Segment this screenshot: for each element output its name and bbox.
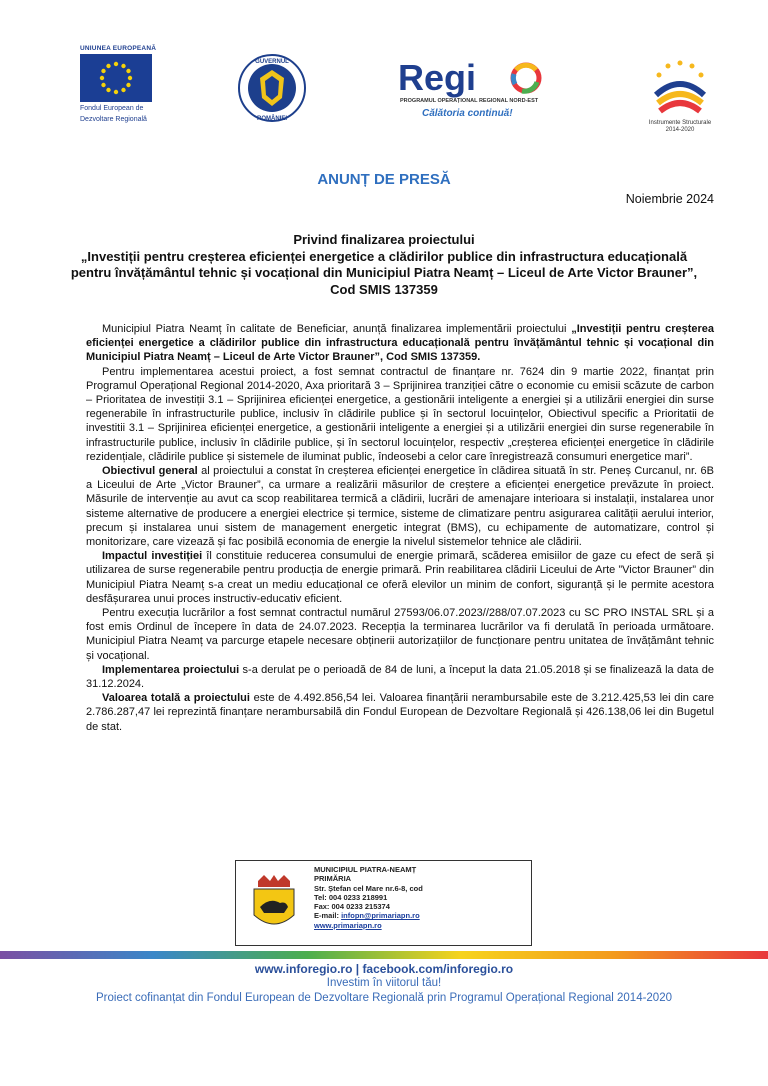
intro-project-name: „Investiții pentru creșterea eficienței energetice a clădirilor publice din infrastructura educațională pentru învățământul tehnic și vocațional din Municipiul Piatra Neamț – Liceul de Arte Victor Brauner”, Cod SMIS 137359.	[86, 323, 715, 364]
svg-text:ROMÂNIEI: ROMÂNIEI	[257, 116, 287, 122]
objective-label: Obiectivul general	[102, 465, 198, 478]
contact-address: Str. Ștefan cel Mare nr.6-8, cod	[314, 883, 423, 893]
objective-text: al proiectului a constat în creșterea eficienței energetice în clădirea situată în str. Peneș Curcanul, nr. 6B a Liceului de Arte „Victor Brauner”, ca urmare a realizării măsurilor de creștere a eficienței energetice prevăzute în proiect. Măsurile de intervenție au avut ca scop reabilitarea termică a clădirii, lucrări de amenajare interioara si instalații, instalarea unor sisteme alternative de producere a energiei electrice și termice, sisteme de climatizare pentru asigurarea calității aerului interior, precum și instalarea unui sistem de management energetic integrat (BMS), cu echipamente de automatizare, control și monitorizare, care vizează și fac posibilă economia de energie la nivelul sistemelor tehnice ale clădirii.	[86, 465, 714, 549]
contact-institution: MUNICIPIUL PIATRA-NEAMȚ	[314, 865, 417, 874]
paragraph-contract: Pentru implementarea acestui proiect, a fost semnat contractul de finanțare nr. 7624 din 9 martie 2022, finanțat prin Programul Operațional Regional 2014-2020, Axa prioritară 3 – Sprijinirea tranziției către o economie cu emisii scăzute de carbon – Prioritatea de investiții 3.1 – Sprijinirea eficienței energetice, a gestionării inteligente a energiei și a utilizării energiei din surse regenerabile în infrastructurile publice, inclusiv în clădirile publice și în sectorul locuințelor, Obiectivul specific a Prioritatii de investitii 3.1 – Sprijinirea eficienței energetice, a gestionării inteligente a energiei și a utilizării energiei din surse regenerabile în infrastructurile publice, inclusiv în clădirile publice, și în sectorul locuințelor, respectiv „creșterea eficienței energetice în clădirile rezidențiale, clădirile publice și sistemele de iluminat public, îndeosebi a celor care înregistrează consumuri energetice mari”.	[86, 365, 714, 463]
structural-instruments-years: 2014-2020	[665, 127, 695, 133]
contact-info	[314, 865, 423, 930]
contact-fax: Fax: 004 0233 215374	[314, 902, 390, 912]
regio-logo	[398, 58, 548, 128]
press-body	[86, 322, 714, 734]
value-label: Valoarea totală a proiectului	[102, 692, 250, 705]
footer-slogan: Investim în viitorul tău!	[326, 977, 442, 989]
structural-instruments-logo	[640, 55, 720, 135]
contact-email-link[interactable]: infopn@primariapn.ro	[341, 911, 420, 921]
implementation-text: s-a derulat pe o perioadă de 84 de luni, a început la data 21.05.2018 și se finalizează la data de 31.12.2024.	[86, 663, 714, 691]
paragraph-objective	[86, 464, 714, 549]
eu-logo	[80, 45, 160, 124]
contact-website-link[interactable]: www.primariapn.ro	[314, 920, 382, 930]
regio-tagline: Călătoria continuă!	[422, 108, 513, 119]
impact-label: Impactul investiției	[102, 550, 203, 563]
contact-phone: Tel: 004 0233 218991	[314, 892, 388, 902]
regio-program-text: PROGRAMUL OPERAȚIONAL REGIONAL NORD-EST	[400, 98, 539, 104]
heading-line1: Privind finalizarea proiectului	[293, 232, 475, 247]
rainbow-divider	[0, 946, 768, 954]
page-title: ANUNȚ DE PRESĂ	[317, 171, 451, 188]
contact-department: PRIMĂRIA	[314, 874, 352, 884]
svg-text:Regi: Regi	[398, 58, 477, 98]
eu-sub-line2: Dezvoltare Regională	[80, 116, 147, 123]
intro-text: Municipiul Piatra Neamț în calitate de Beneficiar, anunță finalizarea implementării proiectului	[102, 323, 572, 335]
city-crest-icon	[250, 871, 298, 935]
date: Noiembrie 2024	[625, 192, 714, 206]
contact-email-row	[314, 911, 423, 920]
implementation-label: Implementarea proiectului	[102, 663, 240, 676]
paragraph-value	[86, 691, 714, 734]
value-text: este de 4.492.856,54 lei. Valoarea finanțării nerambursabile este de 3.212.425,53 lei din care 2.786.287,47 lei reprezintă finanțare nerambursabilă din Fondul European de Dezvoltare Regională și 426.138,06 lei din Bugetul de stat.	[86, 692, 714, 733]
paragraph-works: Pentru execuția lucrărilor a fost semnat contractul numărul 27593/06.07.2023//288/07.07.2023 cu SC PRO INSTAL SRL și a fost emis Ordinul de începere în data de 24.07.2023. Recepția la terminarea lucrărilor va fi derulată în perioada următoare. Municipiul Piatra Neamț va parcurge etapele necesare obținerii autorizațiilor de funcționare pentru unitatea de învățământ tehnic și vocațional.	[86, 607, 714, 662]
project-heading	[62, 232, 706, 298]
impact-text: îl constituie reducerea consumului de energie primară, scăderea emisiilor de gaze cu efect de seră și utilizarea de surse regenerabile pentru producția de energie primară. Prin reabilitarea clădirii Liceului de Arte ”Victor Brauner” din Municipiul Piatra Neamț s-a creat un mediu educațional ce oferă elevilor un minim de confort, siguranță și le permite acestora desfășurarea unui proces instructiv-educativ eficient.	[86, 550, 714, 605]
footer-cofinancing-note: Proiect cofinanțat din Fondul European de Dezvoltare Regională prin Programul Operațional Regional 2014-2020	[96, 992, 672, 1004]
paragraph-intro	[86, 322, 714, 365]
footer-links[interactable]: www.inforegio.ro | facebook.com/inforegio.ro	[254, 962, 514, 976]
heading-line2: „Investiții pentru creșterea eficienței energetice a clădirilor publice din infrastructura educațională pentru învățământul tehnic și vocațional din Municipiul Piatra Neamț – Liceul de Arte Victor Brauner”, Cod SMIS 137359	[70, 248, 698, 297]
eu-sub-line1: Fondul European de	[80, 105, 144, 112]
government-logo	[238, 50, 306, 126]
structural-instruments-caption: Instrumente Structurale	[648, 120, 712, 126]
svg-text:GUVERNUL: GUVERNUL	[255, 59, 289, 65]
contact-box	[235, 860, 532, 946]
eu-caption: UNIUNEA EUROPEANĂ	[80, 45, 157, 52]
eu-flag-icon	[80, 54, 152, 102]
paragraph-impact	[86, 549, 714, 606]
email-label: E-mail:	[314, 911, 342, 921]
paragraph-implementation	[86, 663, 714, 691]
